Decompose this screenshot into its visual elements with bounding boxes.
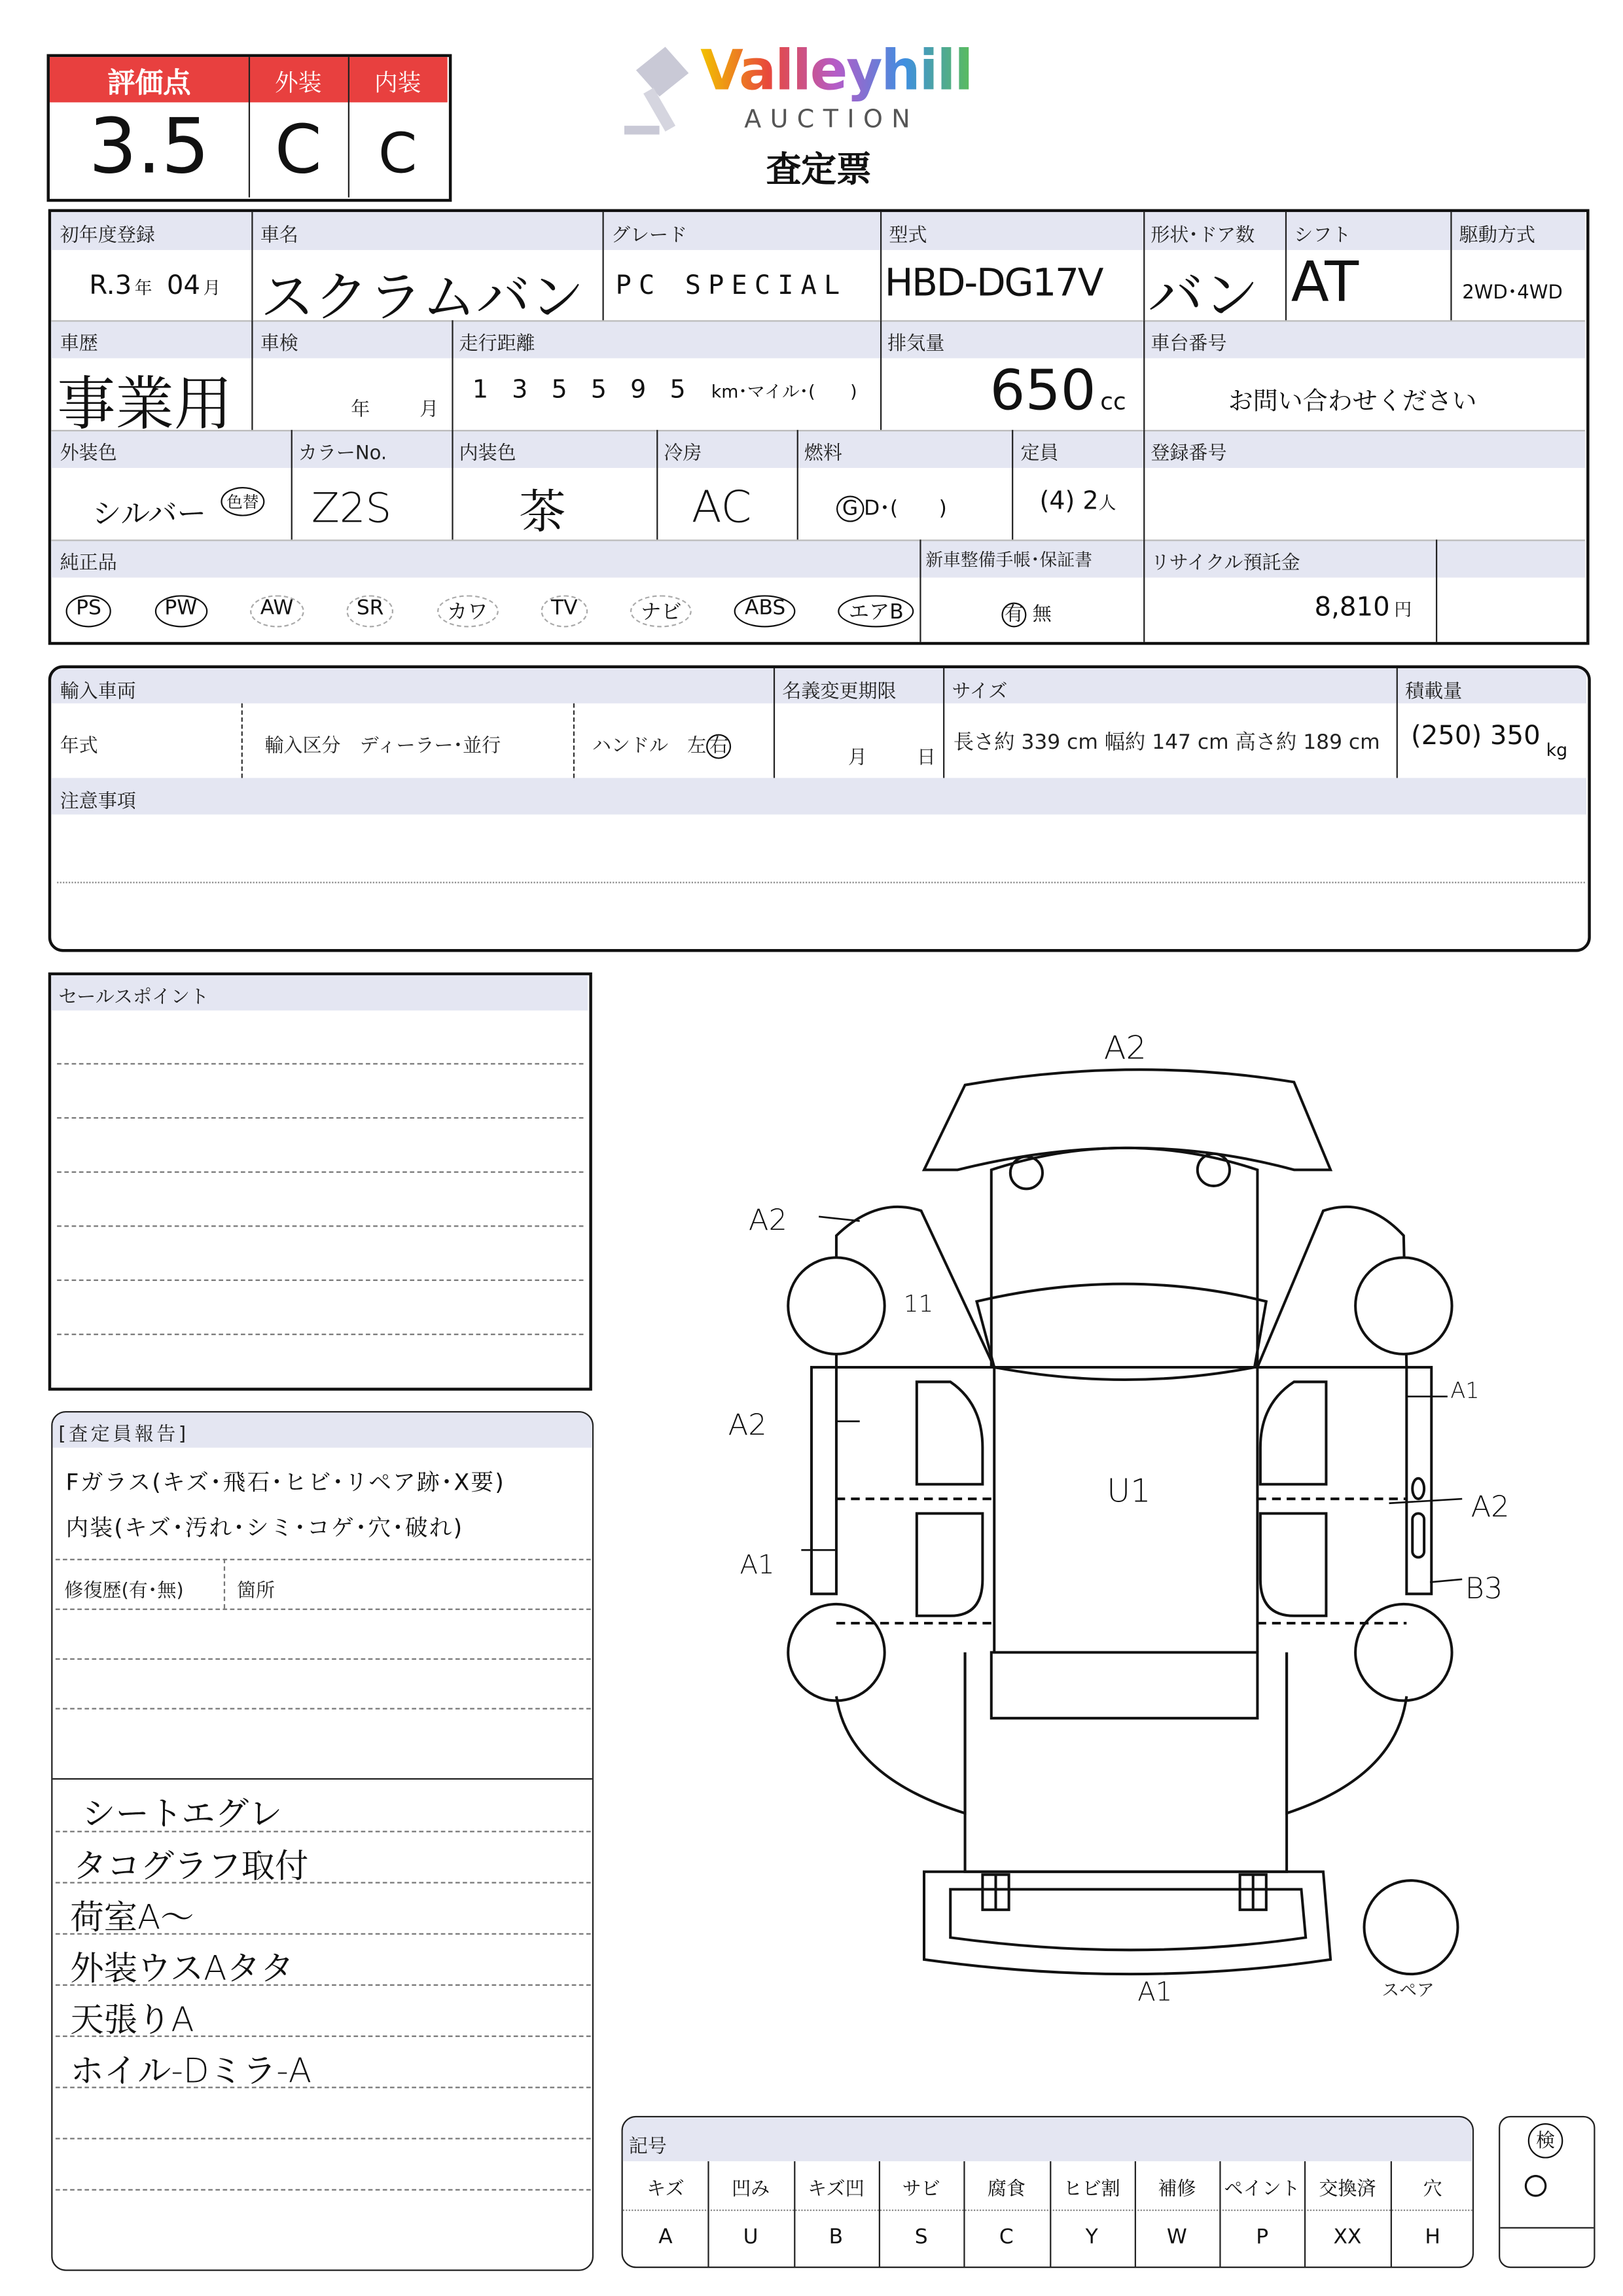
history-label: 車歴 [60, 333, 98, 355]
first-reg-month: 04 [166, 270, 201, 302]
capacity-value: (4) 2 [1039, 486, 1099, 516]
glass-condition: Fガラス(キズ･飛石･ヒビ･リペア跡･X要) [65, 1469, 506, 1496]
shift-label: シフト [1294, 225, 1351, 247]
damage-mark: U1 [1107, 1474, 1151, 1511]
left-sill [812, 1367, 836, 1594]
front-bumper-panel [924, 1069, 1330, 1170]
inspection-month-unit: 月 [419, 399, 439, 422]
mileage-unit: km･マイル･( ) [711, 382, 857, 403]
size: 長さ約 339 cm 幅約 147 cm 高さ約 189 cm [953, 731, 1380, 755]
mileage-digit: 9 [630, 376, 647, 405]
int-color-label: 内装色 [459, 442, 516, 465]
first-reg-label: 初年度登録 [60, 225, 155, 247]
import-class-options: ディーラー･並行 [359, 735, 501, 758]
option-sr: SR [346, 595, 394, 627]
rear-window [991, 1653, 1258, 1719]
handle-left: 左 [687, 735, 707, 758]
wheel-rear-left [788, 1604, 884, 1700]
body-label: 形状･ドア数 [1150, 225, 1255, 247]
option-abs: ABS [734, 595, 795, 627]
inspection-year-unit: 年 [351, 399, 370, 422]
interior-score-label: 内装 [374, 69, 421, 97]
option-tv: TV [541, 595, 588, 627]
report-note: シートエグレ [82, 1795, 283, 1834]
ac: AC [691, 482, 752, 534]
exterior-score-label: 外装 [274, 69, 322, 97]
option-ps: PS [66, 595, 112, 627]
legend-label: 記号 [628, 2136, 667, 2159]
legend-item-name: 凹み [732, 2178, 770, 2201]
recycle-value: 8,810 [1314, 592, 1390, 623]
inspection-label: 車検 [260, 333, 298, 355]
ext-color: シルバー [92, 495, 207, 531]
manual-label: 新車整備手帳･保証書 [925, 550, 1092, 571]
options-label: 純正品 [60, 552, 117, 575]
logo-sub: AUCTION [744, 105, 919, 135]
capacity-label: 定員 [1020, 442, 1059, 465]
overall-score-label: 評価点 [107, 67, 191, 99]
color-change-mark: 色替 [221, 487, 264, 516]
interior-condition: 内装(キズ･汚れ･シミ･コゲ･穴･破れ) [65, 1515, 464, 1541]
legend-item-code: H [1425, 2225, 1440, 2250]
recycle-unit: 円 [1394, 600, 1412, 620]
shift: AT [1291, 250, 1359, 315]
displacement-value: 650 [990, 358, 1096, 423]
report-note: ホイル-Dミラ-A [70, 2053, 312, 2091]
name-change-day: 日 [916, 747, 936, 770]
wheel-front-right [1355, 1257, 1452, 1354]
manual-yes-circled: 有 [1001, 602, 1026, 627]
legend-item-name: キズ凹 [808, 2178, 865, 2201]
color-no-label: カラーNo. [298, 442, 387, 465]
report-note: 荷室A～ [70, 1899, 194, 1938]
damage-mark: A2 [748, 1202, 787, 1238]
exterior-score: C [274, 109, 322, 189]
headlight-left [1010, 1157, 1043, 1189]
wheel-front-left [788, 1257, 884, 1354]
damage-mark: A1 [740, 1550, 775, 1581]
option-leather: カワ [437, 595, 498, 627]
legend-item-code: W [1166, 2225, 1187, 2250]
report-note: 天張りA [70, 2001, 194, 2040]
ac-label: 冷房 [664, 442, 702, 465]
displacement-unit: cc [1100, 387, 1126, 416]
inspector-check-box [1499, 2116, 1595, 2268]
option-airbag: エアB [838, 595, 914, 627]
color-no: Z2S [311, 484, 392, 533]
notes-label: 注意事項 [60, 791, 136, 814]
recycle-label: リサイクル預託金 [1150, 552, 1300, 575]
first-reg-era: R.3 [89, 270, 132, 302]
handle-label: ハンドル [592, 735, 669, 758]
grade-label: グレード [611, 225, 688, 247]
damage-mark: A1 [1137, 1977, 1173, 2008]
legend-item-code: Y [1085, 2225, 1098, 2250]
mileage-digit: 5 [551, 376, 567, 405]
legend-item-name: サビ [902, 2178, 940, 2201]
option-navi: ナビ [630, 595, 692, 627]
legend-item-code: C [999, 2225, 1014, 2250]
handle-right-circled: 右 [706, 734, 731, 759]
damage-mark: A2 [1103, 1031, 1147, 1067]
drive: 2WD･4WD [1462, 282, 1563, 304]
load-label: 積載量 [1405, 681, 1463, 704]
manual-no: 無 [1032, 603, 1052, 626]
repair-history-label: 修復歴(有･無) [64, 1581, 184, 1603]
import-label: 輸入車両 [60, 681, 136, 704]
spare-label: スペア [1382, 1980, 1435, 2001]
spare-tire [1364, 1880, 1458, 1974]
model-label: 型式 [889, 225, 927, 247]
size-label: サイズ [952, 681, 1008, 704]
damage-mark: A2 [728, 1407, 767, 1442]
history: 事業用 [57, 371, 233, 439]
legend-item-name: 交換済 [1319, 2178, 1376, 2201]
damage-mark: A2 [1471, 1488, 1510, 1524]
sales-points-label: セールスポイント [58, 987, 209, 1009]
repair-place-label: 箇所 [236, 1581, 276, 1603]
import-class-label: 輸入区分 [264, 735, 341, 758]
name-change-label: 名義変更期限 [782, 681, 897, 704]
window-rear-left [917, 1513, 983, 1615]
month-unit: 月 [203, 278, 221, 298]
rear-gate [965, 1653, 1287, 1872]
import-year-label: 年式 [60, 735, 98, 758]
mileage-digit: 5 [590, 376, 607, 405]
legend-item-code: XX [1333, 2225, 1362, 2250]
damage-mark: 11 [903, 1289, 934, 1318]
legend-item-name: 穴 [1423, 2178, 1442, 2201]
damage-mark: B3 [1465, 1570, 1503, 1606]
int-color: 茶 [519, 484, 566, 540]
chassis-number: お問い合わせください [1228, 387, 1477, 417]
page-title: 査定票 [766, 149, 872, 190]
reg-no-label: 登録番号 [1150, 442, 1227, 465]
check-mark: ○ [1520, 2155, 1551, 2214]
year-unit: 年 [134, 278, 152, 298]
legend-item-name: 補修 [1158, 2178, 1196, 2201]
load-value: (250) 350 [1411, 721, 1541, 752]
report-label: [査定員報告] [58, 1424, 189, 1446]
drive-label: 駆動方式 [1459, 225, 1535, 247]
rear-bumper [924, 1872, 1330, 1974]
window-front-left [917, 1382, 983, 1484]
fuel-options: D･( ) [864, 497, 947, 521]
grade: PC SPECIAL [615, 270, 847, 302]
mileage-label: 走行距離 [459, 333, 535, 355]
mileage-digit: 3 [512, 376, 528, 405]
body-type: バン [1147, 263, 1259, 328]
name-change-month: 月 [847, 747, 867, 770]
window-rear-right [1260, 1513, 1327, 1615]
window-front-right [1260, 1382, 1327, 1484]
model: HBD-DG17V [884, 261, 1103, 306]
option-pw: PW [154, 595, 207, 627]
legend-item-name: キズ [647, 2178, 685, 2201]
symbol-legend [622, 2116, 1474, 2268]
chassis-label: 車台番号 [1150, 333, 1227, 355]
option-aw: AW [250, 595, 304, 627]
windshield [976, 1284, 1266, 1380]
legend-item-name: ヒビ割 [1063, 2178, 1120, 2201]
mileage-digit: 5 [669, 376, 686, 405]
fuel-gasoline-circled: G [836, 495, 864, 522]
ext-color-label: 外装色 [60, 442, 117, 465]
wheel-rear-right [1355, 1604, 1452, 1700]
legend-item-code: U [743, 2225, 758, 2250]
legend-item-name: 腐食 [987, 2178, 1026, 2201]
right-sill [1406, 1367, 1431, 1594]
capacity-unit: 人 [1098, 492, 1116, 514]
legend-item-code: B [829, 2225, 844, 2250]
displacement-label: 排気量 [887, 333, 945, 355]
car-name-label: 車名 [260, 225, 298, 247]
legend-item-name: ペイント [1224, 2178, 1300, 2201]
legend-item-code: A [658, 2225, 673, 2250]
report-note: タコグラフ取付 [73, 1848, 309, 1887]
check-label: 検 [1528, 2123, 1563, 2159]
fuel-label: 燃料 [804, 442, 842, 465]
damage-mark: A1 [1450, 1377, 1480, 1404]
report-note: 外装ウスAタタ [70, 1950, 294, 1989]
mileage-digit: 1 [472, 376, 489, 405]
load-unit: kg [1546, 740, 1568, 761]
legend-item-code: P [1256, 2225, 1269, 2250]
logo-brand: Valleyhill [700, 38, 972, 103]
interior-score: C [378, 121, 418, 186]
hood-panel [991, 1148, 1258, 1367]
legend-item-code: S [914, 2225, 928, 2250]
overall-score: 3.5 [88, 103, 210, 192]
car-name: スクラムバン [260, 266, 584, 329]
